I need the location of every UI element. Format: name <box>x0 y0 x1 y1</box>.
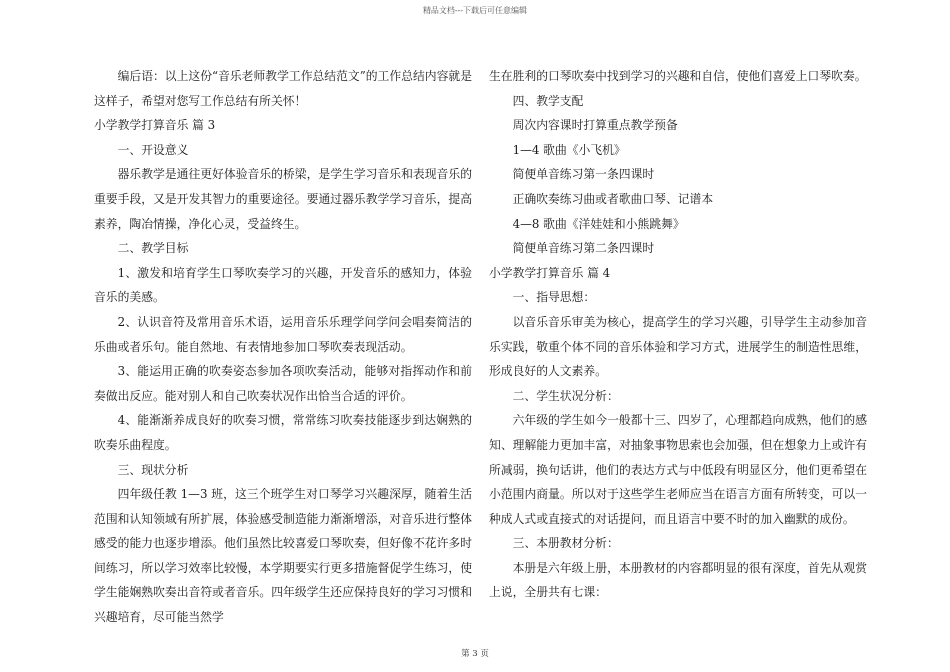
paragraph: 二、学生状况分析： <box>512 388 619 403</box>
paragraph: 三、本册教材分析： <box>512 536 619 551</box>
paragraph: 四年级任教 1—3 班，这三个班学生对口琴学习兴趣深厚，随着生活范围和认知领域有所扩展，体验感受制造能力渐渐增添，对音乐进行整体感受的能力也逐步增添。他们虽然比较喜爱口琴吹奏，但好像不花许多时间练习，所以学习效率比较慢，本学期要实行更多措施督促学生练习，使学生能娴熟吹奏出音符或者音乐。四年级学生还应保持良好的学习习惯和兴趣培育，尽可能当然学 <box>94 487 472 625</box>
paragraph: 器乐教学是通往更好体验音乐的桥梁，是学生学习音乐和表现音乐的重要手段，又是开发其智力的重要途径。要通过器乐教学学习音乐，提高素养，陶冶情操，净化心灵，受益终生。 <box>94 167 472 231</box>
paragraph: 小学教学打算音乐 篇 3 <box>94 118 216 133</box>
paragraph: 以音乐音乐审美为核心，提高学生的学习兴趣，引导学生主动参加音乐实践，敬重个体不同的音乐体验和学习方式，进展学生的制造性思维，形成良好的人文素养。 <box>489 314 867 379</box>
page-number: 第 3 页 <box>461 649 489 659</box>
paragraph: 六年级的学生如今一般都十三、四岁了，心理都趋向成熟，他们的感知、理解能力更加丰富，对抽象事物思索也会加强，但在想象力上或许有所减弱，换句话讲，他们的表达方式与中低段有明显区分，他们更希望在小范围内商量。所以对于这些学生老师应当在语言方面有所转变，可以一种成人式或直接式的对话提问，而且语言中要不时的加入幽默的成份。 <box>489 413 867 526</box>
paragraph: 小学教学打算音乐 篇 4 <box>489 265 611 280</box>
paragraph: 生在胜利的口琴吹奏中找到学习的兴趣和自信，使他们喜爱上口琴吹奏。 <box>489 69 867 83</box>
right-column <box>489 64 867 605</box>
paragraph: 四、教学支配 <box>512 93 584 108</box>
paragraph: 一、指导思想： <box>512 290 596 305</box>
paragraph: 4—8 歌曲《洋娃娃和小熊跳舞》 <box>512 216 685 231</box>
page-header: 精品文档---下载后可任意编辑 <box>422 6 528 15</box>
paragraph: 4、能渐渐养成良好的吹奏习惯，常常练习吹奏技能逐步到达娴熟的吹奏乐曲程度。 <box>94 413 472 452</box>
paragraph: 1—4 歌曲《小飞机》 <box>512 142 626 157</box>
paragraph: 编后语：以上这份“音乐老师教学工作总结范文”的工作总结内容就是这样子，希望对您写工作总结有所关怀！ <box>94 69 472 108</box>
paragraph: 本册是六年级上册，本册教材的内容都明显的很有深度，首先从观赏上说，全册共有七课： <box>489 560 867 600</box>
paragraph: 二、教学目标 <box>117 241 189 256</box>
paragraph: 简便单音练习第二条四课时 <box>512 241 655 256</box>
left-column <box>94 64 472 630</box>
paragraph: 2、认识音符及常用音乐术语，运用音乐乐理学问学问会唱奏简洁的乐曲或者乐句。能自然地、有表情地参加口琴吹奏表现活动。 <box>94 314 472 354</box>
paragraph: 一、开设意义 <box>117 142 189 157</box>
paragraph: 三、现状分析 <box>117 462 189 477</box>
paragraph: 1、激发和培育学生口琴吹奏学习的兴趣，开发音乐的感知力，体验音乐的美感。 <box>94 265 472 305</box>
paragraph: 周次内容课时打算重点教学预备 <box>512 118 678 133</box>
paragraph: 3、能运用正确的吹奏姿态参加各项吹奏活动，能够对指挥动作和前奏做出反应。能对别人和自己吹奏状况作出恰当合适的评价。 <box>94 364 472 403</box>
paragraph: 正确吹奏练习曲或者歌曲口琴、记谱本 <box>512 191 714 206</box>
paragraph: 简便单音练习第一条四课时 <box>512 167 655 182</box>
